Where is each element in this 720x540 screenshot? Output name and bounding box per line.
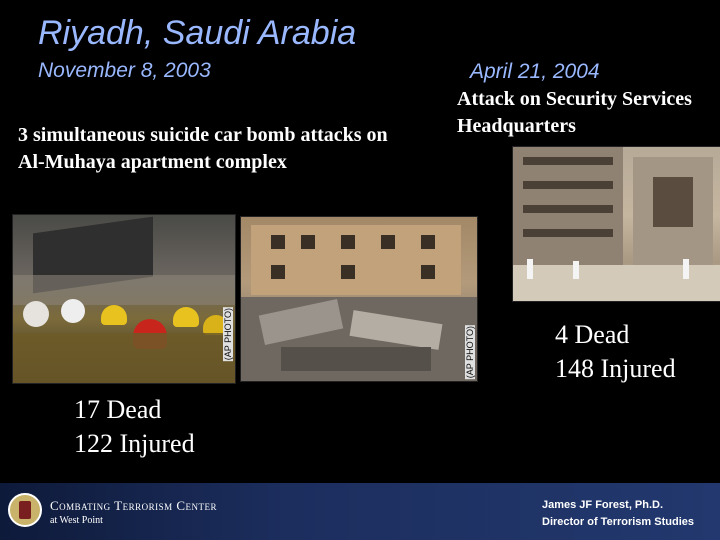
photo-credit-2: (AP PHOTO) bbox=[465, 326, 475, 379]
left-event-date: November 8, 2003 bbox=[38, 59, 211, 82]
right-casualties bbox=[555, 318, 676, 386]
right-injured-count: 148 Injured bbox=[555, 354, 676, 383]
organization-name: Combating Terrorism Center bbox=[50, 498, 218, 513]
organization-location: at West Point bbox=[50, 515, 103, 526]
right-event-description: Attack on Security Services Headquarters bbox=[457, 88, 692, 137]
left-event-description: 3 simultaneous suicide car bomb attacks on Al-Muhaya apartment complex bbox=[18, 124, 388, 173]
left-injured-count: 122 Injured bbox=[74, 429, 195, 458]
headquarters-damage-photo bbox=[512, 146, 720, 302]
right-event-date: April 21, 2004 bbox=[470, 60, 600, 83]
left-casualties bbox=[74, 393, 195, 461]
right-dead-count: 4 Dead bbox=[555, 320, 630, 349]
author-name: James JF Forest, Ph.D. bbox=[542, 499, 664, 511]
seal-icon bbox=[8, 493, 42, 527]
rescue-workers-photo bbox=[12, 214, 236, 384]
slide-title: Riyadh, Saudi Arabia bbox=[38, 14, 357, 52]
author-title: Director of Terrorism Studies bbox=[542, 516, 694, 528]
footer-bar bbox=[0, 483, 720, 540]
photo-credit-1: (AP PHOTO) bbox=[223, 308, 233, 361]
apartment-rubble-photo bbox=[240, 216, 478, 382]
left-dead-count: 17 Dead bbox=[74, 395, 162, 424]
